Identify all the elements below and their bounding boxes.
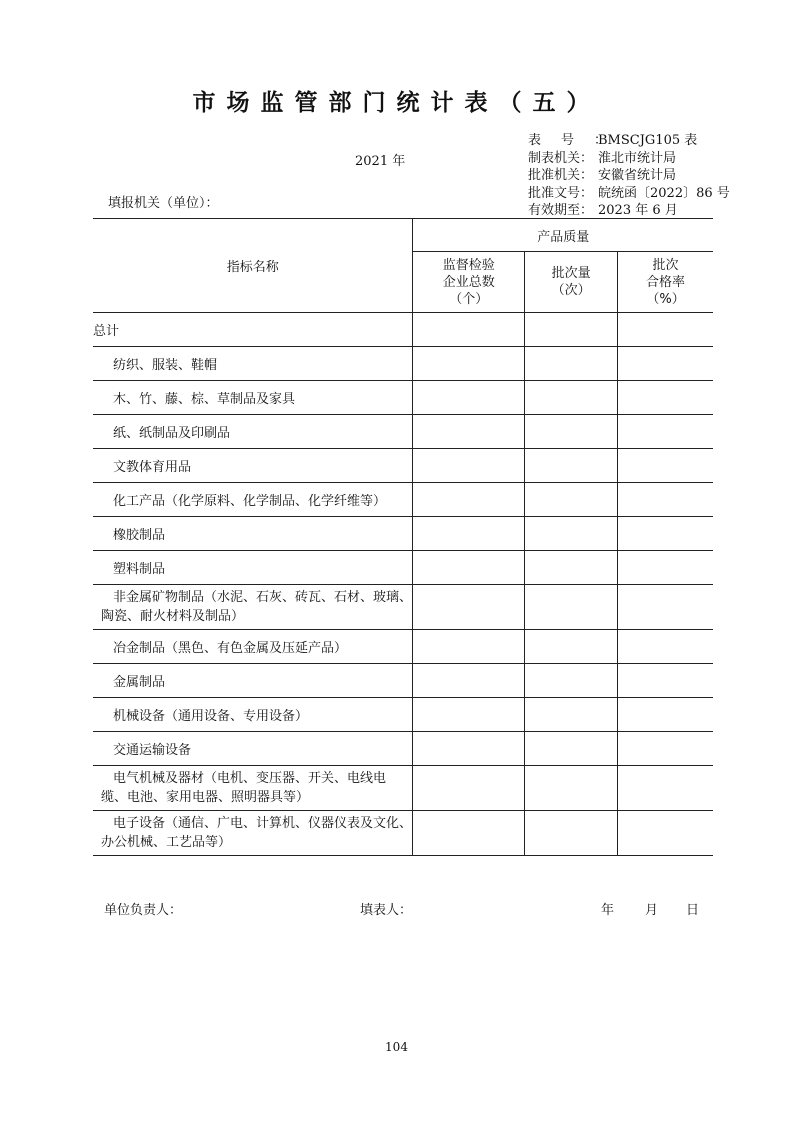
row-label: 塑料制品: [93, 551, 413, 585]
row-label-line: 电气机械及器材（电机、变压器、开关、电线电: [113, 771, 387, 786]
header-line: 批次量: [551, 266, 591, 281]
table-row: [93, 664, 713, 698]
cell-pass-rate[interactable]: [618, 811, 713, 856]
row-label: 总计: [93, 313, 413, 347]
cell-pass-rate[interactable]: [618, 664, 713, 698]
cell-enterprises[interactable]: [413, 585, 525, 630]
responsible-person-label: 单位负责人：: [104, 903, 183, 918]
cell-batches[interactable]: [525, 483, 618, 517]
row-label: 橡胶制品: [93, 517, 413, 551]
cell-enterprises[interactable]: [413, 732, 525, 766]
row-label: 金属制品: [93, 664, 413, 698]
meta-value: 皖统函〔2022〕86 号: [598, 185, 730, 201]
table-row: [93, 698, 713, 732]
header-line: （个）: [449, 291, 489, 307]
meta-value: BMSCJG105 表: [598, 133, 698, 148]
table-row: [93, 381, 713, 415]
preparer-label: 填表人：: [360, 903, 413, 918]
cell-batches[interactable]: [525, 811, 618, 856]
cell-batches[interactable]: [525, 517, 618, 551]
header-line: 企业总数: [442, 274, 495, 290]
table-row: [93, 449, 713, 483]
report-year: 2021 年: [355, 154, 406, 169]
cell-pass-rate[interactable]: [618, 698, 713, 732]
cell-enterprises[interactable]: [413, 517, 525, 551]
table-row: [93, 415, 713, 449]
meta-value: 淮北市统计局: [598, 150, 677, 166]
meta-approval-number: [528, 185, 730, 203]
cell-batches[interactable]: [525, 313, 618, 347]
row-label: 化工产品（化学原料、化学制品、化学纤维等）: [93, 483, 413, 517]
cell-pass-rate[interactable]: [618, 313, 713, 347]
row-label: 文教体育用品: [93, 449, 413, 483]
cell-batches[interactable]: [525, 347, 618, 381]
cell-enterprises[interactable]: [413, 483, 525, 517]
cell-batches[interactable]: [525, 585, 618, 630]
meta-valid-until: [528, 202, 730, 220]
cell-enterprises[interactable]: [413, 811, 525, 856]
header-line: 合格率: [646, 274, 686, 290]
cell-batches[interactable]: [525, 664, 618, 698]
row-label: [93, 811, 413, 856]
meta-issuing-agency: [528, 150, 730, 168]
row-label-line: 非金属矿物制品（水泥、石灰、砖瓦、石材、玻璃、: [113, 590, 413, 605]
cell-pass-rate[interactable]: [618, 415, 713, 449]
header-line: 监督检验: [442, 257, 495, 273]
cell-pass-rate[interactable]: [618, 766, 713, 811]
inspected-enterprises-header: [413, 252, 525, 313]
statistics-table: [93, 218, 713, 856]
table-row: [93, 766, 713, 811]
cell-pass-rate[interactable]: [618, 551, 713, 585]
batch-count-header: [525, 252, 618, 313]
cell-batches[interactable]: [525, 698, 618, 732]
row-label: 冶金制品（黑色、有色金属及压延产品）: [93, 630, 413, 664]
cell-pass-rate[interactable]: [618, 630, 713, 664]
meta-value: 2023 年 6 月: [598, 203, 678, 218]
cell-pass-rate[interactable]: [618, 449, 713, 483]
indicator-name-header: 指标名称: [93, 219, 413, 313]
batch-pass-rate-header: [618, 252, 713, 313]
cell-enterprises[interactable]: [413, 664, 525, 698]
table-row: [93, 630, 713, 664]
cell-batches[interactable]: [525, 630, 618, 664]
table-row: [93, 585, 713, 630]
row-label: 木、竹、藤、棕、草制品及家具: [93, 381, 413, 415]
cell-pass-rate[interactable]: [618, 517, 713, 551]
table-row: [93, 347, 713, 381]
meta-key: 有效期至：: [528, 203, 594, 218]
cell-batches[interactable]: [525, 415, 618, 449]
cell-batches[interactable]: [525, 449, 618, 483]
cell-enterprises[interactable]: [413, 313, 525, 347]
cell-pass-rate[interactable]: [618, 483, 713, 517]
cell-enterprises[interactable]: [413, 698, 525, 732]
table-row: [93, 517, 713, 551]
row-label: 交通运输设备: [93, 732, 413, 766]
filler-agency-label: 填报机关（单位）：: [108, 196, 219, 211]
cell-batches[interactable]: [525, 732, 618, 766]
table-row: [93, 313, 713, 347]
page-title: 市场监管部门统计表（五）: [192, 89, 601, 116]
date-year-label: 年: [601, 903, 615, 918]
table-row: [93, 732, 713, 766]
date-day-label: 日: [686, 903, 700, 918]
meta-form-number: [528, 132, 730, 150]
row-label: [93, 585, 413, 630]
meta-key: 批准文号：: [528, 185, 594, 201]
meta-approving-agency: [528, 167, 730, 185]
cell-enterprises[interactable]: [413, 449, 525, 483]
meta-key: 表号：: [528, 133, 628, 148]
cell-enterprises[interactable]: [413, 630, 525, 664]
cell-pass-rate[interactable]: [618, 732, 713, 766]
cell-enterprises[interactable]: [413, 766, 525, 811]
header-line: （%）: [646, 291, 685, 307]
cell-enterprises[interactable]: [413, 551, 525, 585]
row-label: 纺织、服装、鞋帽: [93, 347, 413, 381]
row-label: [93, 766, 413, 811]
page-number: 104: [385, 1040, 408, 1054]
row-label-line: 电子设备（通信、广电、计算机、仪器仪表及文化、: [113, 816, 413, 831]
cell-enterprises[interactable]: [413, 347, 525, 381]
row-label: 机械设备（通用设备、专用设备）: [93, 698, 413, 732]
product-quality-header: 产品质量: [413, 219, 713, 252]
header-line: （次）: [551, 283, 591, 298]
cell-pass-rate[interactable]: [618, 381, 713, 415]
cell-batches[interactable]: [525, 381, 618, 415]
date-month-label: 月: [645, 903, 659, 918]
cell-pass-rate[interactable]: [618, 347, 713, 381]
cell-batches[interactable]: [525, 766, 618, 811]
row-label: 纸、纸制品及印刷品: [93, 415, 413, 449]
cell-batches[interactable]: [525, 551, 618, 585]
table-row: [93, 551, 713, 585]
row-label-line: 缆、电池、家用电器、照明器具等）: [101, 790, 310, 805]
meta-value: 安徽省统计局: [598, 168, 677, 183]
form-metadata: [528, 132, 730, 220]
row-label-line: 陶瓷、耐火材料及制品）: [101, 609, 245, 624]
row-label-line: 办公机械、工艺品等）: [101, 835, 232, 850]
cell-pass-rate[interactable]: [618, 585, 713, 630]
header-line: 批次: [652, 257, 679, 273]
meta-key: 批准机关：: [528, 168, 594, 183]
table-row: [93, 483, 713, 517]
cell-enterprises[interactable]: [413, 415, 525, 449]
table-row: [93, 811, 713, 856]
meta-key: 制表机关：: [528, 150, 594, 166]
cell-enterprises[interactable]: [413, 381, 525, 415]
